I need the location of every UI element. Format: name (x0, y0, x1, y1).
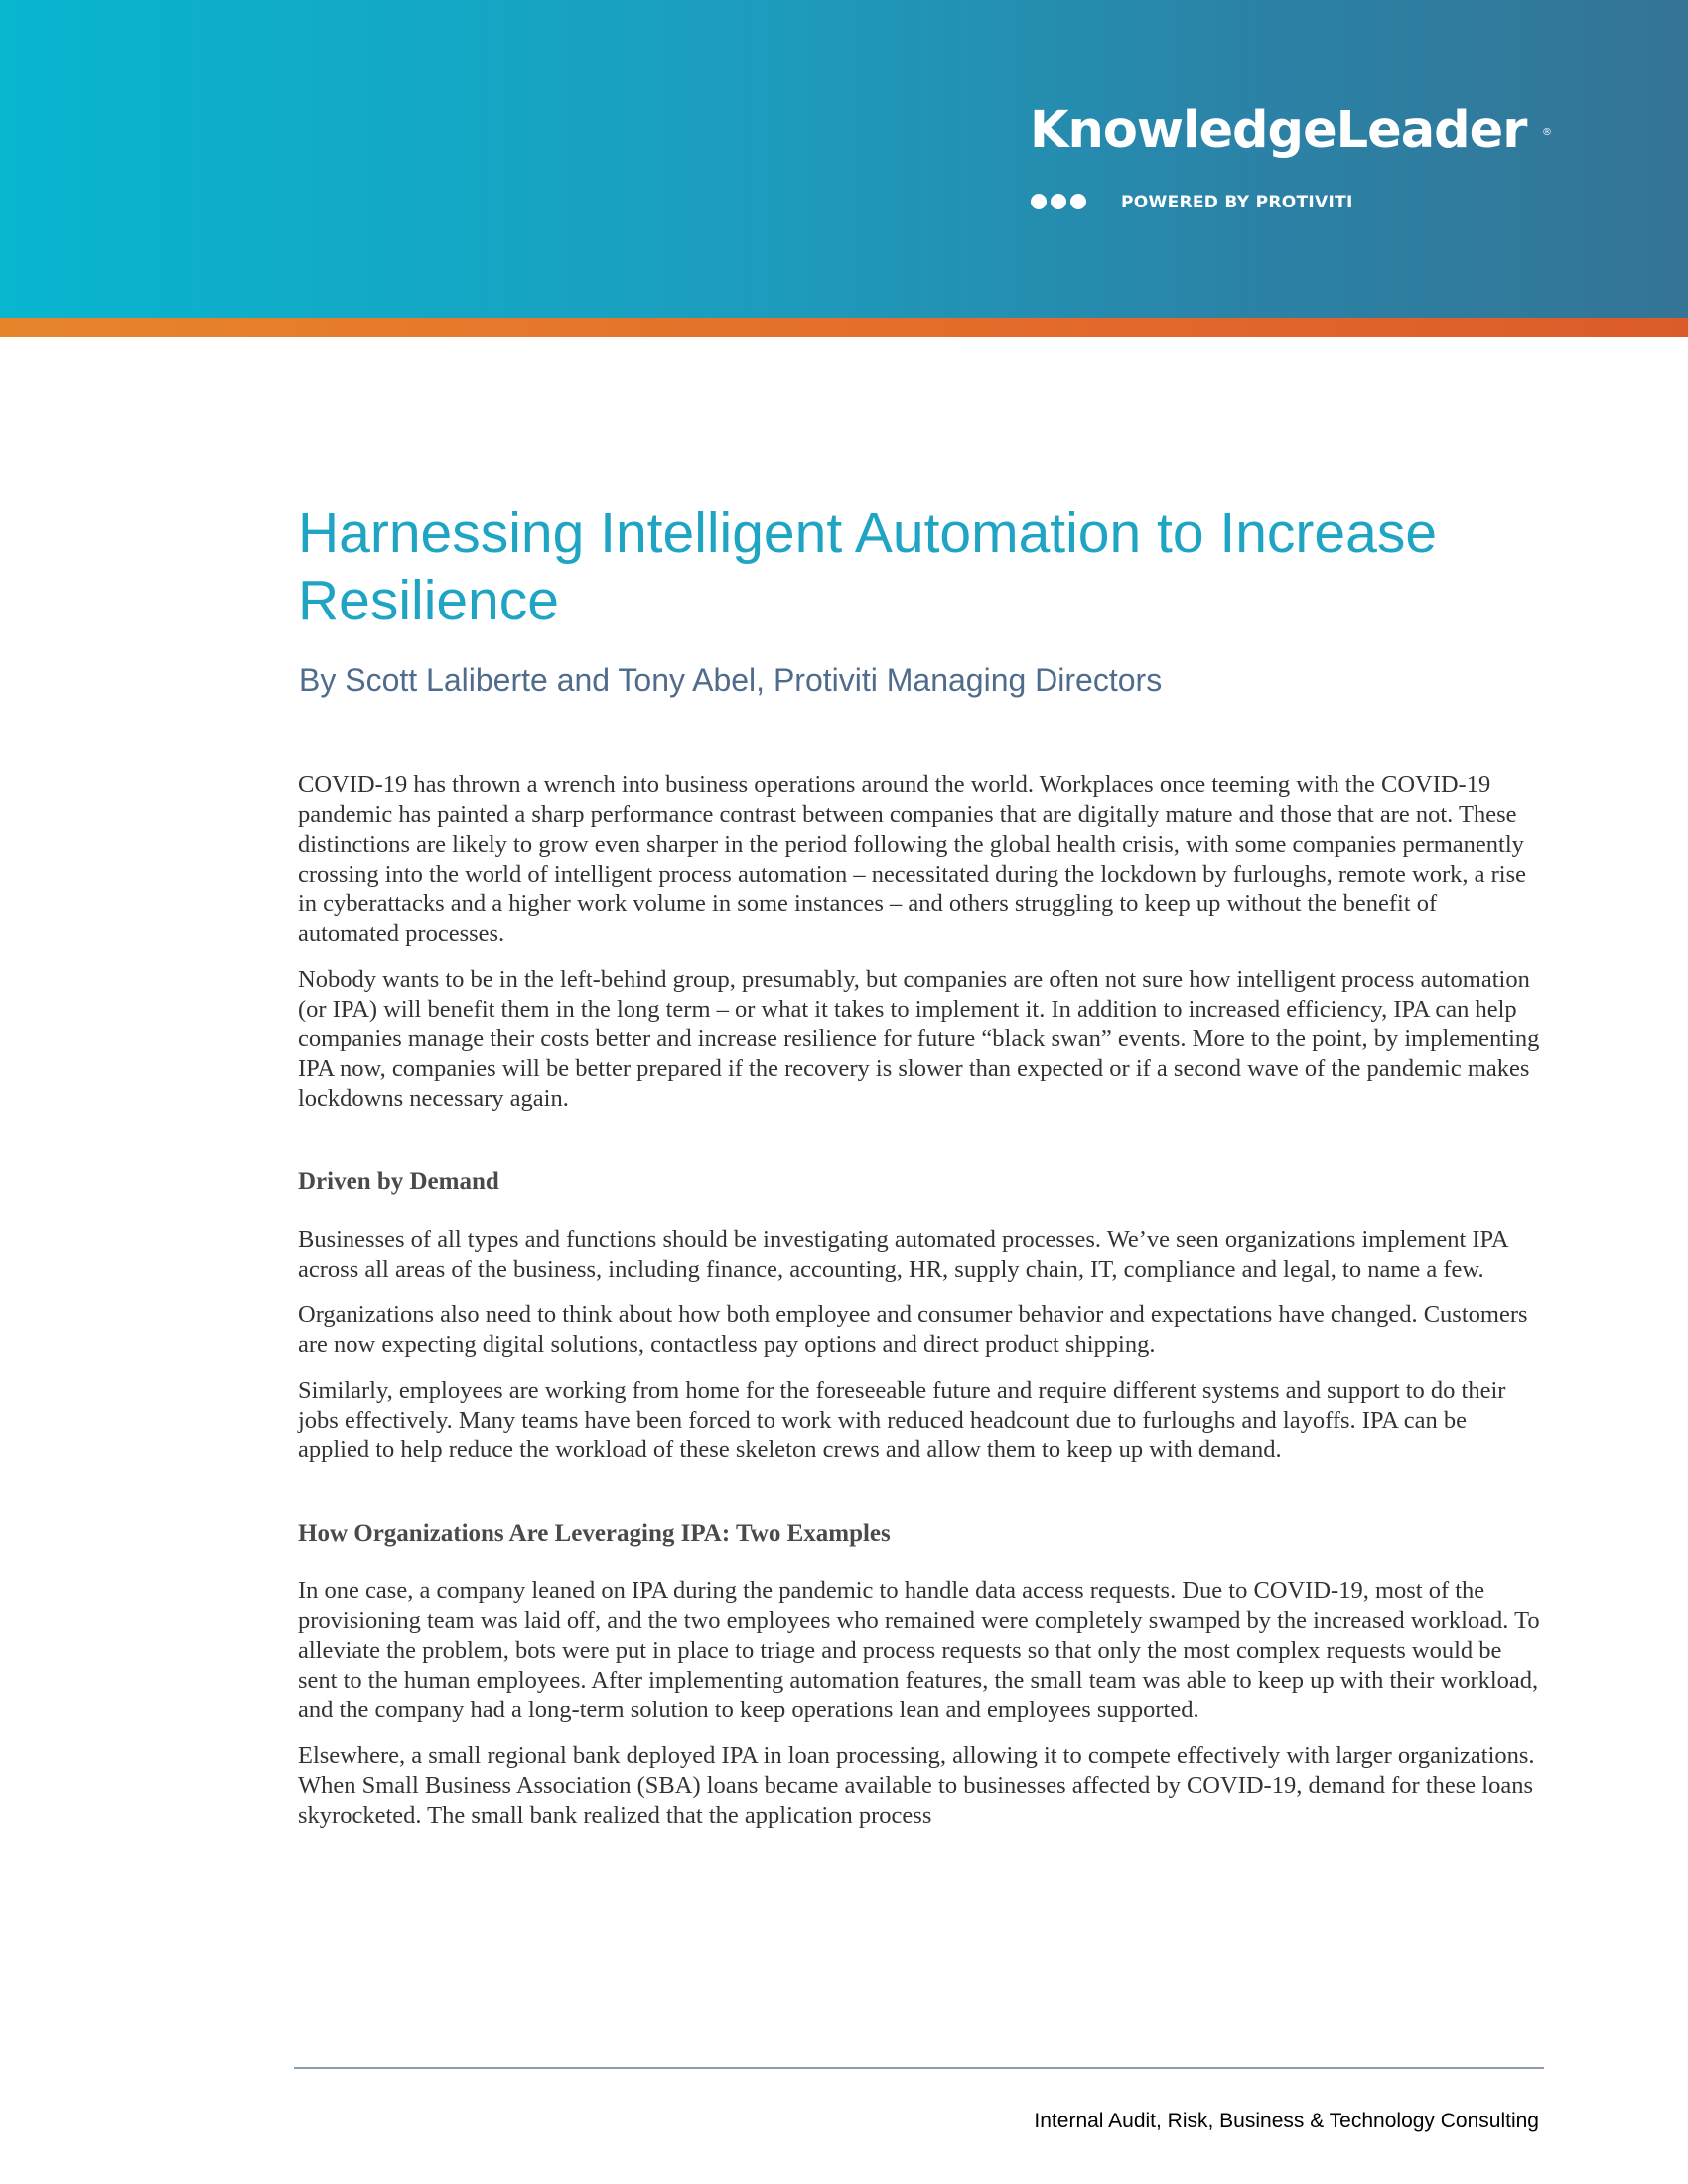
page-title: Harnessing Intelligent Automation to Increase Resilience (298, 501, 1438, 632)
dot-icon (1031, 194, 1047, 209)
logo-dots-icon (1031, 194, 1090, 211)
footer-divider (294, 2067, 1544, 2069)
accent-bar (0, 318, 1688, 337)
intro-paragraph: COVID-19 has thrown a wrench into business operations around the world. Workplaces once teeming with the COVID-19 pandemic has painted a sharp performance contrast between companies that are digitally mature and those that are not. These distinctions are likely to grow even sharper in the period following the global health crisis, with some companies permanently crossing into the world of intelligent process automation – necessitated during the lockdown by furloughs, remote work, a rise in cyberattacks and a higher work volume in some instances – and others struggling to keep up without the benefit of automated processes. (298, 771, 1526, 947)
powered-by-tagline: POWERED BY PROTIVITI (1121, 193, 1353, 212)
intro-paragraph: Nobody wants to be in the left-behind group, presumably, but companies are often not sure how intelligent process automation (or IPA) will benefit them in the long term – or what it takes to implement it. In addition to increased efficiency, IPA can help companies manage their costs better and increase resilience for future “black swan” events. More to the point, by implementing IPA now, companies will be better prepared if the recovery is slower than expected or if a second wave of the pandemic makes lockdowns necessary again. (298, 966, 1540, 1112)
section-heading: How Organizations Are Leveraging IPA: Two Examples (298, 1520, 891, 1547)
section-paragraph: In one case, a company leaned on IPA during the pandemic to handle data access requests. Due to COVID-19, most of the provisioning team was laid off, and the two employees who remained were completely swamped by the increased workload. To alleviate the problem, bots were put in place to triage and process requests so that only the most complex requests would be sent to the human employees. After implementing automation features, the small team was able to keep up with their workload, and the company had a long-term solution to keep operations lean and employees supported. (298, 1577, 1540, 1723)
dot-icon (1051, 194, 1066, 209)
article-body (298, 770, 1544, 1846)
section-paragraph: Businesses of all types and functions should be investigating automated processes. We’ve seen organizations implement IPA across all areas of the business, including finance, accounting, HR, supply chain, IT, compliance and legal, to name a few. (298, 1226, 1508, 1283)
section-paragraph: Elsewhere, a small regional bank deployed IPA in loan processing, allowing it to compete effectively with larger organizations. When Small Business Association (SBA) loans became available to businesses affected by COVID-19, demand for these loans skyrocketed. The small bank realized that the application process (298, 1742, 1535, 1829)
knowledgeleader-logo: KnowledgeLeader (1030, 101, 1527, 160)
section-paragraph: Organizations also need to think about how both employee and consumer behavior and expectations have changed. Customers are now expecting digital solutions, contactless pay options and direct product shipping. (298, 1301, 1528, 1358)
dot-icon (1070, 194, 1086, 209)
section-heading: Driven by Demand (298, 1168, 499, 1195)
registered-mark: ® (1542, 127, 1552, 138)
footer-tagline: Internal Audit, Risk, Business & Technology Consulting (1034, 2110, 1539, 2132)
header-banner (0, 0, 1688, 318)
byline: By Scott Laliberte and Tony Abel, Protiviti Managing Directors (299, 662, 1163, 698)
section-paragraph: Similarly, employees are working from home for the foreseeable future and require different systems and support to do their jobs effectively. Many teams have been forced to work with reduced headcount due to furloughs and layoffs. IPA can be applied to help reduce the workload of these skeleton crews and allow them to keep up with demand. (298, 1377, 1506, 1463)
